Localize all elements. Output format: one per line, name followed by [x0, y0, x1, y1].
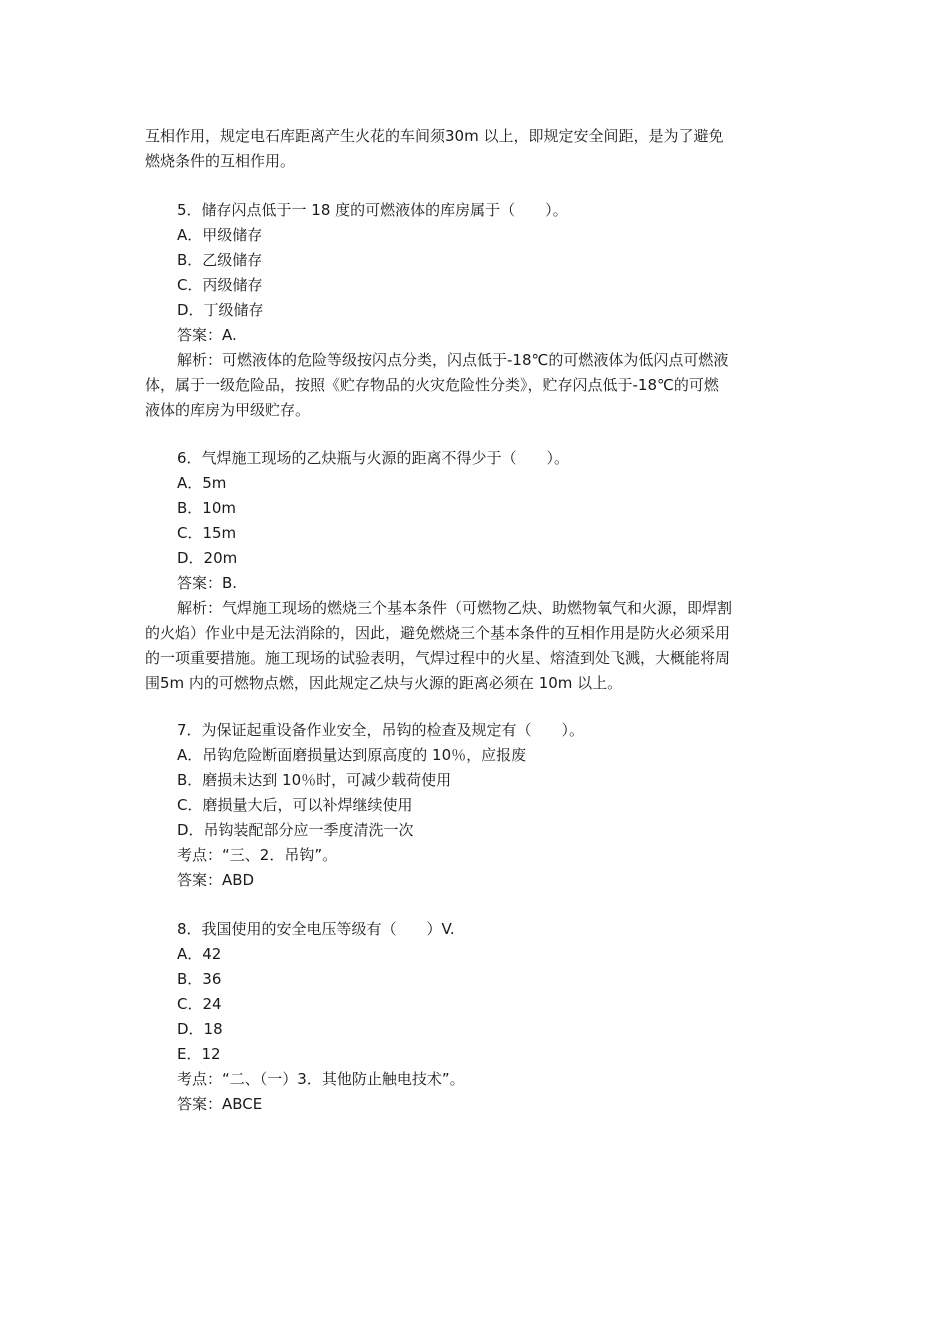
q6-analysis-line: 的一项重要措施。施工现场的试验表明，气焊过程中的火星、熔渣到处飞溅，大概能将周: [145, 649, 731, 667]
q6-option-a: A．5m: [177, 474, 227, 492]
q6-option-d: D．20m: [177, 549, 238, 567]
q8-option-a: A．42: [177, 945, 222, 963]
intro-line-2: 燃烧条件的互相作用。: [145, 152, 296, 170]
q6-option-b: B．10m: [177, 499, 236, 517]
question-7: 7．为保证起重设备作业安全，吊钩的检查及规定有（ ）。: [177, 721, 585, 739]
q6-analysis-line: 的火焰）作业中是无法消除的，因此，避免燃烧三个基本条件的互相作用是防火必须采用: [145, 624, 731, 642]
intro-line-1: 互相作用，规定电石库距离产生火花的车间须30m 以上，即规定安全间距，是为了避免: [145, 127, 724, 145]
q7-option-d: D．吊钩装配部分应一季度清洗一次: [177, 821, 414, 839]
q8-option-c: C．24: [177, 995, 222, 1013]
q7-option-b: B．磨损未达到 10％时，可减少载荷使用: [177, 771, 452, 789]
q7-option-c: C．磨损量大后，可以补焊继续使用: [177, 796, 413, 814]
q7-answer: 答案：ABD: [177, 871, 255, 889]
q8-option-e: E．12: [177, 1045, 221, 1063]
q8-point: 考点：“二、（一）3．其他防止触电技术”。: [177, 1070, 465, 1088]
question-8: 8．我国使用的安全电压等级有（ ）V.: [177, 920, 455, 938]
q8-option-b: B．36: [177, 970, 222, 988]
question-5: 5．储存闪点低于一 18 度的可燃液体的库房属于（ ）。: [177, 201, 568, 219]
q8-option-d: D．18: [177, 1020, 223, 1038]
q5-analysis-line: 体，属于一级危险品，按照《贮存物品的火灾危险性分类》，贮存闪点低于-18℃的可燃: [145, 376, 719, 394]
q5-option-a: A．甲级储存: [177, 226, 263, 244]
q5-option-d: D．丁级储存: [177, 301, 264, 319]
q7-point: 考点：“三、2．吊钩”。: [177, 846, 338, 864]
q5-analysis-line: 液体的库房为甲级贮存。: [145, 401, 311, 419]
q6-answer: 答案：B.: [177, 574, 238, 592]
q6-analysis-line: 解析：气焊施工现场的燃烧三个基本条件（可燃物乙炔、助燃物氧气和火源，即焊割: [177, 599, 733, 617]
question-6: 6．气焊施工现场的乙炔瓶与火源的距离不得少于（ ）。: [177, 449, 570, 467]
q8-answer: 答案：ABCE: [177, 1095, 263, 1113]
q6-analysis-line: 围5m 内的可燃物点燃，因此规定乙炔与火源的距离必须在 10m 以上。: [145, 674, 623, 692]
q5-answer: 答案：A.: [177, 326, 237, 344]
q5-option-c: C．丙级储存: [177, 276, 263, 294]
q5-analysis-line: 解析：可燃液体的危险等级按闪点分类，闪点低于-18℃的可燃液体为低闪点可燃液: [177, 351, 729, 369]
q5-option-b: B．乙级储存: [177, 251, 263, 269]
q7-option-a: A．吊钩危险断面磨损量达到原高度的 10％，应报废: [177, 746, 527, 764]
q6-option-c: C．15m: [177, 524, 237, 542]
